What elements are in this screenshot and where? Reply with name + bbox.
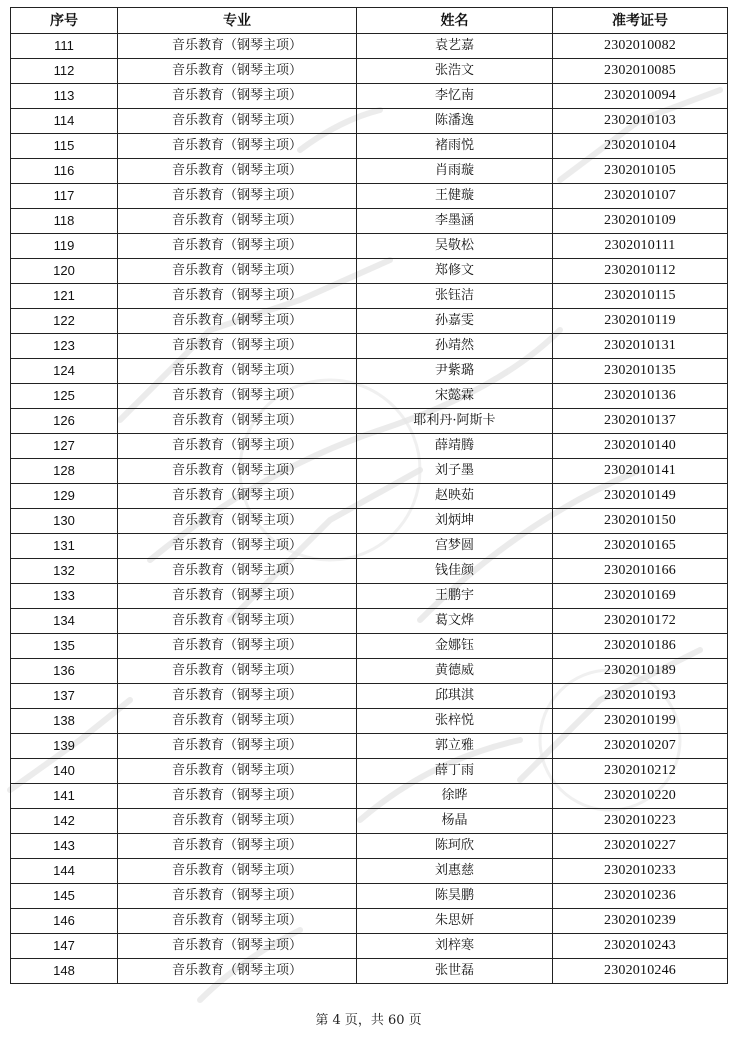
cell-index: 131: [11, 534, 118, 559]
cell-exam-id: 2302010104: [553, 134, 728, 159]
cell-major: 音乐教育（钢琴主项）: [118, 959, 357, 984]
cell-exam-id: 2302010111: [553, 234, 728, 259]
cell-name: 杨晶: [357, 809, 553, 834]
cell-exam-id: 2302010107: [553, 184, 728, 209]
cell-index: 127: [11, 434, 118, 459]
cell-name: 徐晔: [357, 784, 553, 809]
cell-major: 音乐教育（钢琴主项）: [118, 34, 357, 59]
cell-exam-id: 2302010094: [553, 84, 728, 109]
cell-name: 金娜钰: [357, 634, 553, 659]
cell-index: 142: [11, 809, 118, 834]
cell-major: 音乐教育（钢琴主项）: [118, 109, 357, 134]
table-row: [11, 609, 728, 634]
cell-index: 125: [11, 384, 118, 409]
cell-name: 葛文烨: [357, 609, 553, 634]
cell-name: 刘炳坤: [357, 509, 553, 534]
cell-exam-id: 2302010115: [553, 284, 728, 309]
table-row: [11, 34, 728, 59]
cell-index: 136: [11, 659, 118, 684]
table-row: [11, 634, 728, 659]
cell-index: 130: [11, 509, 118, 534]
cell-major: 音乐教育（钢琴主项）: [118, 384, 357, 409]
cell-major: 音乐教育（钢琴主项）: [118, 359, 357, 384]
cell-exam-id: 2302010236: [553, 884, 728, 909]
table-row: [11, 659, 728, 684]
column-header-name: 姓名: [357, 8, 553, 34]
cell-exam-id: 2302010246: [553, 959, 728, 984]
cell-name: 孙靖然: [357, 334, 553, 359]
cell-exam-id: 2302010140: [553, 434, 728, 459]
table-row: [11, 959, 728, 984]
cell-major: 音乐教育（钢琴主项）: [118, 409, 357, 434]
cell-major: 音乐教育（钢琴主项）: [118, 709, 357, 734]
page-footer: 第 4 页，共 60 页: [315, 1013, 422, 1028]
table-row: [11, 434, 728, 459]
cell-name: 邱琪淇: [357, 684, 553, 709]
cell-index: 139: [11, 734, 118, 759]
table-body: [11, 34, 728, 984]
cell-major: 音乐教育（钢琴主项）: [118, 84, 357, 109]
cell-exam-id: 2302010137: [553, 409, 728, 434]
cell-index: 133: [11, 584, 118, 609]
cell-exam-id: 2302010149: [553, 484, 728, 509]
cell-major: 音乐教育（钢琴主项）: [118, 234, 357, 259]
cell-name: 刘子墨: [357, 459, 553, 484]
cell-name: 陈潘逸: [357, 109, 553, 134]
admission-roster-table: [10, 7, 728, 984]
table-row: [11, 84, 728, 109]
cell-major: 音乐教育（钢琴主项）: [118, 259, 357, 284]
cell-exam-id: 2302010131: [553, 334, 728, 359]
cell-major: 音乐教育（钢琴主项）: [118, 684, 357, 709]
cell-exam-id: 2302010239: [553, 909, 728, 934]
cell-major: 音乐教育（钢琴主项）: [118, 859, 357, 884]
cell-name: 袁艺嘉: [357, 34, 553, 59]
cell-index: 145: [11, 884, 118, 909]
table-row: [11, 709, 728, 734]
table-row: [11, 534, 728, 559]
cell-name: 宋懿霖: [357, 384, 553, 409]
cell-index: 147: [11, 934, 118, 959]
table-row: [11, 809, 728, 834]
cell-major: 音乐教育（钢琴主项）: [118, 909, 357, 934]
cell-major: 音乐教育（钢琴主项）: [118, 434, 357, 459]
cell-index: 126: [11, 409, 118, 434]
cell-name: 钱佳颜: [357, 559, 553, 584]
cell-major: 音乐教育（钢琴主项）: [118, 809, 357, 834]
column-header-major: 专业: [118, 8, 357, 34]
table-row: [11, 459, 728, 484]
cell-major: 音乐教育（钢琴主项）: [118, 759, 357, 784]
cell-major: 音乐教育（钢琴主项）: [118, 484, 357, 509]
cell-exam-id: 2302010193: [553, 684, 728, 709]
table-row: [11, 484, 728, 509]
cell-exam-id: 2302010189: [553, 659, 728, 684]
cell-major: 音乐教育（钢琴主项）: [118, 134, 357, 159]
cell-index: 146: [11, 909, 118, 934]
cell-exam-id: 2302010141: [553, 459, 728, 484]
table-row: [11, 109, 728, 134]
cell-major: 音乐教育（钢琴主项）: [118, 209, 357, 234]
table-row: [11, 934, 728, 959]
cell-name: 陈珂欣: [357, 834, 553, 859]
table-row: [11, 309, 728, 334]
cell-exam-id: 2302010166: [553, 559, 728, 584]
cell-major: 音乐教育（钢琴主项）: [118, 559, 357, 584]
cell-name: 赵映茹: [357, 484, 553, 509]
cell-exam-id: 2302010223: [553, 809, 728, 834]
cell-major: 音乐教育（钢琴主项）: [118, 59, 357, 84]
cell-index: 137: [11, 684, 118, 709]
cell-index: 121: [11, 284, 118, 309]
table-row: [11, 509, 728, 534]
cell-major: 音乐教育（钢琴主项）: [118, 309, 357, 334]
cell-index: 140: [11, 759, 118, 784]
cell-index: 144: [11, 859, 118, 884]
cell-exam-id: 2302010103: [553, 109, 728, 134]
table-row: [11, 59, 728, 84]
cell-major: 音乐教育（钢琴主项）: [118, 609, 357, 634]
cell-name: 王鹏宇: [357, 584, 553, 609]
cell-name: 耶利丹·阿斯卡: [357, 409, 553, 434]
cell-index: 124: [11, 359, 118, 384]
cell-index: 143: [11, 834, 118, 859]
cell-major: 音乐教育（钢琴主项）: [118, 734, 357, 759]
cell-major: 音乐教育（钢琴主项）: [118, 284, 357, 309]
cell-index: 116: [11, 159, 118, 184]
table-row: [11, 584, 728, 609]
cell-major: 音乐教育（钢琴主项）: [118, 509, 357, 534]
table-row: [11, 134, 728, 159]
cell-major: 音乐教育（钢琴主项）: [118, 159, 357, 184]
cell-exam-id: 2302010227: [553, 834, 728, 859]
cell-major: 音乐教育（钢琴主项）: [118, 634, 357, 659]
cell-exam-id: 2302010119: [553, 309, 728, 334]
table-row: [11, 359, 728, 384]
cell-exam-id: 2302010233: [553, 859, 728, 884]
cell-name: 朱思妍: [357, 909, 553, 934]
cell-major: 音乐教育（钢琴主项）: [118, 184, 357, 209]
cell-index: 148: [11, 959, 118, 984]
cell-name: 王健璇: [357, 184, 553, 209]
cell-exam-id: 2302010186: [553, 634, 728, 659]
cell-exam-id: 2302010085: [553, 59, 728, 84]
cell-index: 122: [11, 309, 118, 334]
table-row: [11, 884, 728, 909]
table-row: [11, 734, 728, 759]
cell-name: 刘梓寒: [357, 934, 553, 959]
cell-exam-id: 2302010207: [553, 734, 728, 759]
cell-name: 张梓悦: [357, 709, 553, 734]
cell-name: 郭立雅: [357, 734, 553, 759]
cell-index: 112: [11, 59, 118, 84]
table-row: [11, 834, 728, 859]
table-row: [11, 184, 728, 209]
cell-index: 120: [11, 259, 118, 284]
cell-exam-id: 2302010199: [553, 709, 728, 734]
cell-major: 音乐教育（钢琴主项）: [118, 459, 357, 484]
cell-name: 尹紫璐: [357, 359, 553, 384]
table-row: [11, 909, 728, 934]
cell-name: 黄德威: [357, 659, 553, 684]
cell-name: 肖雨璇: [357, 159, 553, 184]
table-row: [11, 859, 728, 884]
cell-name: 孙嘉雯: [357, 309, 553, 334]
cell-name: 陈昊鹏: [357, 884, 553, 909]
cell-exam-id: 2302010243: [553, 934, 728, 959]
cell-name: 张世磊: [357, 959, 553, 984]
cell-major: 音乐教育（钢琴主项）: [118, 834, 357, 859]
cell-exam-id: 2302010169: [553, 584, 728, 609]
table-row: [11, 409, 728, 434]
cell-exam-id: 2302010150: [553, 509, 728, 534]
column-header-exam-id: 准考证号: [553, 8, 728, 34]
cell-name: 宫梦圆: [357, 534, 553, 559]
cell-exam-id: 2302010082: [553, 34, 728, 59]
cell-name: 李忆南: [357, 84, 553, 109]
table-row: [11, 209, 728, 234]
table-row: [11, 284, 728, 309]
table-row: [11, 234, 728, 259]
table-row: [11, 759, 728, 784]
cell-index: 123: [11, 334, 118, 359]
cell-exam-id: 2302010109: [553, 209, 728, 234]
cell-exam-id: 2302010172: [553, 609, 728, 634]
cell-major: 音乐教育（钢琴主项）: [118, 784, 357, 809]
cell-index: 111: [11, 34, 118, 59]
cell-name: 吴敬松: [357, 234, 553, 259]
table-row: [11, 259, 728, 284]
cell-name: 薛丁雨: [357, 759, 553, 784]
cell-index: 119: [11, 234, 118, 259]
cell-index: 135: [11, 634, 118, 659]
cell-name: 李墨涵: [357, 209, 553, 234]
cell-index: 113: [11, 84, 118, 109]
cell-exam-id: 2302010220: [553, 784, 728, 809]
cell-index: 129: [11, 484, 118, 509]
table-row: [11, 159, 728, 184]
cell-exam-id: 2302010165: [553, 534, 728, 559]
cell-name: 郑修文: [357, 259, 553, 284]
cell-major: 音乐教育（钢琴主项）: [118, 534, 357, 559]
cell-index: 141: [11, 784, 118, 809]
cell-major: 音乐教育（钢琴主项）: [118, 659, 357, 684]
cell-exam-id: 2302010212: [553, 759, 728, 784]
table-header-row: [11, 8, 728, 34]
cell-index: 138: [11, 709, 118, 734]
cell-index: 128: [11, 459, 118, 484]
table-row: [11, 684, 728, 709]
table-row: [11, 559, 728, 584]
cell-name: 张钰洁: [357, 284, 553, 309]
cell-exam-id: 2302010105: [553, 159, 728, 184]
table-row: [11, 334, 728, 359]
cell-name: 张浩文: [357, 59, 553, 84]
cell-major: 音乐教育（钢琴主项）: [118, 584, 357, 609]
cell-exam-id: 2302010112: [553, 259, 728, 284]
cell-index: 114: [11, 109, 118, 134]
cell-major: 音乐教育（钢琴主项）: [118, 334, 357, 359]
cell-name: 褚雨悦: [357, 134, 553, 159]
column-header-index: 序号: [11, 8, 118, 34]
cell-index: 134: [11, 609, 118, 634]
cell-index: 115: [11, 134, 118, 159]
table-row: [11, 384, 728, 409]
cell-exam-id: 2302010136: [553, 384, 728, 409]
cell-index: 117: [11, 184, 118, 209]
cell-name: 薛靖腾: [357, 434, 553, 459]
cell-major: 音乐教育（钢琴主项）: [118, 934, 357, 959]
cell-index: 118: [11, 209, 118, 234]
cell-major: 音乐教育（钢琴主项）: [118, 884, 357, 909]
cell-exam-id: 2302010135: [553, 359, 728, 384]
cell-name: 刘惠慈: [357, 859, 553, 884]
cell-index: 132: [11, 559, 118, 584]
table-row: [11, 784, 728, 809]
